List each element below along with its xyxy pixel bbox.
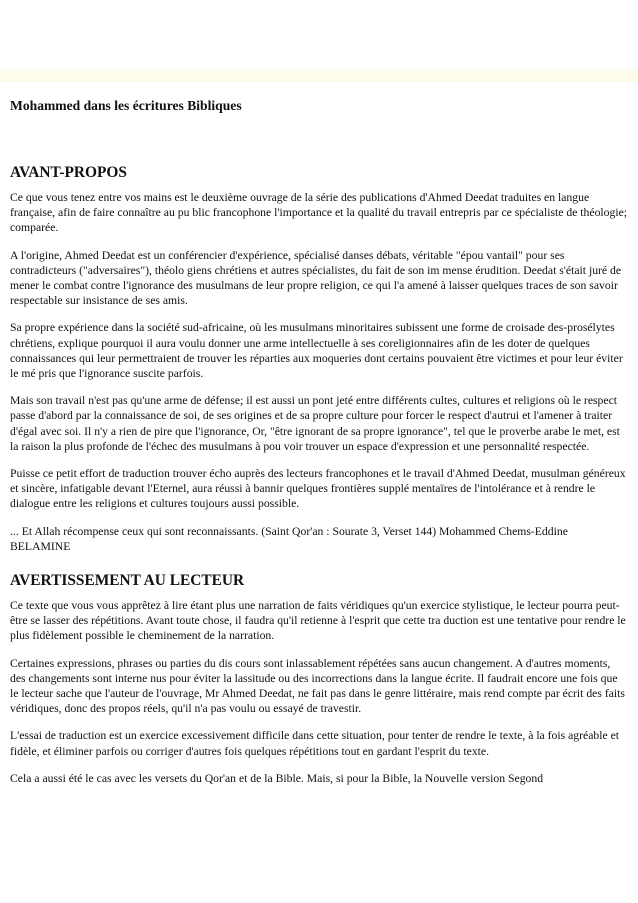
document-title: Mohammed dans les écritures Bibliques	[10, 98, 242, 113]
foreword-paragraph-5: Puisse ce petit effort de traduction trouver écho auprès des lecteurs francophones et le travail d'Ahmed Deedat, musulman généreux et sincère, infatigable devant l'Eternel, aura réussi à bannir quelques frontières supplé mentaïres de l'intolérance et à rendre le dialogue entre les religions et cultures toujours aussi possible.	[10, 467, 626, 511]
notice-paragraph-3: L'essai de traduction est un exercice excessivement difficile dans cette situation, pour tenter de rendre le texte, à la fois agréable et fidèle, et éliminer parfois ou corriger d'autres fois quelques répétitions tout en gardant l'esprit du texte.	[10, 729, 620, 758]
notice-paragraph-4: Cela a aussi été le cas avec les versets du Qor'an et de la Bible. Mais, si pour la Bible, la Nouvelle version Segond	[10, 771, 544, 785]
foreword-signature: ... Et Allah récompense ceux qui sont reconnaissants. (Saint Qor'an : Sourate 3, Verset 144) Mohammed Chems-Eddine BELAMINE	[10, 524, 568, 553]
notice-paragraph-2: Certaines expressions, phrases ou parties du dis cours sont inlassablement répétées sans aucun changement. A d'autres moments, des changements sont interne nus pour éviter la lassitude ou des incorrections dans la langue écrite. Il faudrait encore une fois que le lecteur sache que l'auteur de l'ouvrage, Mr Ahmed Deedat, ne fait pas dans le genre littéraire, mais rend compte par écrit des faits véridiques, donc des propos réels, qu'il n'a pas voulu ou essayé de travestir.	[10, 656, 625, 716]
notice-paragraph-1: Ce texte que vous vous apprêtez à lire étant plus une narration de faits véridiques qu'un exercice stylistique, le lecteur pourra peut-être se lasser des répétitions. Avant toute chose, il faudra qu'il retienne à l'esprit que cette tra duction est une tentative pour rendre le plus fidèlement possible le cheminement de la narration.	[10, 599, 626, 643]
foreword-paragraph-3: Sa propre expérience dans la société sud-africaine, où les musulmans minoritaires subissent une forme de croisade des-prosélytes chrétiens, explique pourquoi il aura voulu donner une arme intellectuelle à ses coreligionnaires afin de les doter de quelques connaissances qui leur permettraient de trouver les réparties aux moqueries dont certains pouvaient être victimes et pour leur éviter le mé pris que l'ignorance suscite parfois.	[10, 321, 623, 381]
notice-heading: AVERTISSEMENT AU LECTEUR	[10, 572, 245, 590]
top-header-band	[0, 68, 638, 82]
foreword-paragraph-2: A l'origine, Ahmed Deedat est un conférencier d'expérience, spécialisé danses débats, véritable "épou vantail" pour ses contradicteurs ("adversaires"), théolo giens chrétiens et autres spécialistes, du fait de son im mense érudition. Deedat s'était juré de mener le combat contre l'ignorance des musulmans de leur propre religion, ce qui l'a amené à laisser quelques traces de son savoir respectable sur insistance de ses amis.	[10, 248, 622, 308]
foreword-paragraph-1: Ce que vous tenez entre vos mains est le deuxième ouvrage de la série des publications d'Ahmed Deedat traduites en langue française, afin de faire connaître au pu blic francophone l'importance et la qualité du travail entrepris par ce spécialiste de théologie; comparée.	[10, 191, 628, 235]
document-page	[10, 97, 628, 786]
foreword-paragraph-4: Mais son travail n'est pas qu'une arme de défense; il est aussi un pont jeté entre différents cultes, cultures et religions où le respect passe d'abord par la connaissance de soi, de ses origines et de sa propre culture pour forcer le respect d'autrui et l'amener à traiter d'égal avec soi. Il n'y a rien de pire que l'ignorance, Or, "être ignorant de sa propre ignorance", tel que le proverbe arabe le met, est la raison la plus profonde de l'échec des musulmans à pou voir trouver un espace d'expression et une personnalité respectée.	[10, 394, 620, 453]
foreword-heading: AVANT-PROPOS	[10, 164, 127, 181]
